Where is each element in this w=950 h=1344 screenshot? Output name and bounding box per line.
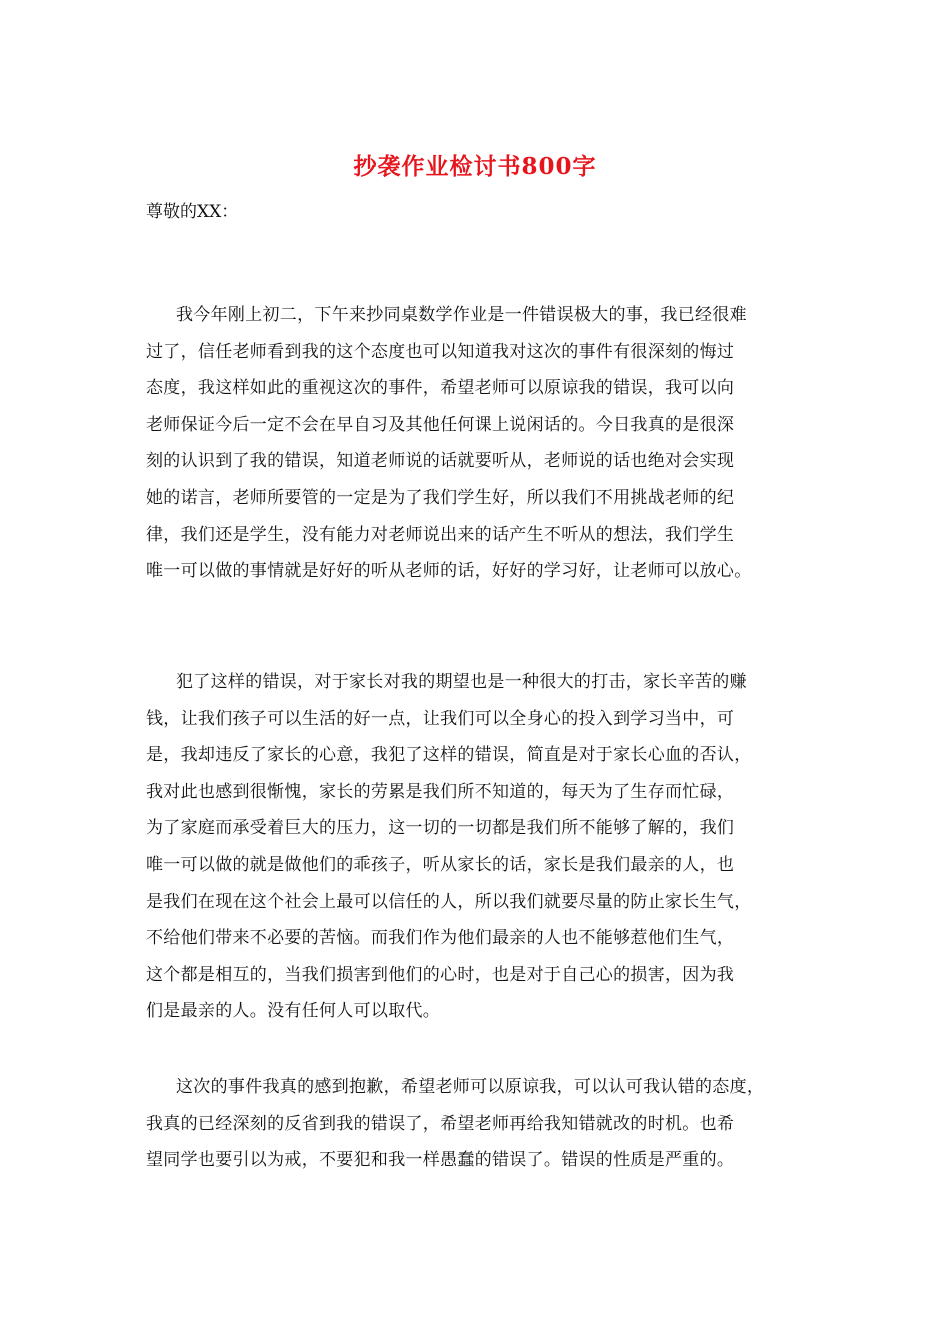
paragraph-line: 这次的事件我真的感到抱歉，希望老师可以原谅我，可以认可我认错的态度， bbox=[176, 1077, 765, 1097]
paragraph-line: 钱，让我们孩子可以生活的好一点，让我们可以全身心的投入到学习当中，可 bbox=[146, 708, 735, 729]
paragraph-line: 这个都是相互的，当我们损害到他们的心时，也是对于自己心的损害，因为我 bbox=[146, 964, 735, 985]
paragraph-line: 为了家庭而承受着巨大的压力，这一切的一切都是我们所不能够了解的，我们 bbox=[146, 818, 735, 839]
paragraph-line: 我今年刚上初二，下午来抄同桌数学作业是一件错误极大的事，我已经很难 bbox=[176, 305, 747, 325]
paragraph-1 bbox=[146, 297, 806, 590]
document-title: 抄袭作业检讨书800字 bbox=[353, 153, 597, 180]
paragraph-line: 是我们在现在这个社会上最可以信任的人，所以我们就要尽量的防止家长生气， bbox=[146, 891, 752, 912]
paragraph-line: 老师保证今后一定不会在早自习及其他任何课上说闲话的。今日我真的是很深 bbox=[146, 414, 735, 435]
paragraph-line: 犯了这样的错误，对于家长对我的期望也是一种很大的打击，家长辛苦的赚 bbox=[176, 672, 747, 692]
salutation: 尊敬的XX： bbox=[146, 202, 239, 222]
paragraph-line: 望同学也要引以为戒，不要犯和我一样愚蠢的错误了。错误的性质是严重的。 bbox=[146, 1150, 735, 1171]
paragraph-2 bbox=[146, 664, 806, 1030]
paragraph-line: 态度，我这样如此的重视这次的事件，希望老师可以原谅我的错误，我可以向 bbox=[146, 378, 735, 399]
paragraph-line: 我对此也感到很惭愧，家长的劳累是我们所不知道的，每天为了生存而忙碌， bbox=[146, 781, 735, 802]
paragraph-line: 过了，信任老师看到我的这个态度也可以知道我对这次的事件有很深刻的悔过 bbox=[146, 341, 735, 362]
paragraph-line: 我真的已经深刻的反省到我的错误了，希望老师再给我知错就改的时机。也希 bbox=[146, 1113, 735, 1134]
paragraph-line: 唯一可以做的事情就是好好的听从老师的话，好好的学习好，让老师可以放心。 bbox=[146, 561, 752, 582]
paragraph-line: 是，我却违反了家长的心意，我犯了这样的错误，简直是对于家长心血的否认， bbox=[146, 745, 752, 766]
paragraph-line: 刻的认识到了我的错误，知道老师说的话就要听从，老师说的话也绝对会实现 bbox=[146, 451, 735, 472]
paragraph-line: 不给他们带来不必要的苦恼。而我们作为他们最亲的人也不能够惹他们生气， bbox=[146, 928, 735, 949]
paragraph-line: 唯一可以做的就是做他们的乖孩子，听从家长的话，家长是我们最亲的人，也 bbox=[146, 854, 735, 875]
paragraph-3 bbox=[146, 1069, 806, 1179]
paragraph-line: 律，我们还是学生，没有能力对老师说出来的话产生不听从的想法，我们学生 bbox=[146, 524, 735, 545]
paragraph-line: 们是最亲的人。没有任何人可以取代。 bbox=[146, 1001, 441, 1022]
paragraph-line: 她的诺言，老师所要管的一定是为了我们学生好，所以我们不用挑战老师的纪 bbox=[146, 487, 735, 508]
